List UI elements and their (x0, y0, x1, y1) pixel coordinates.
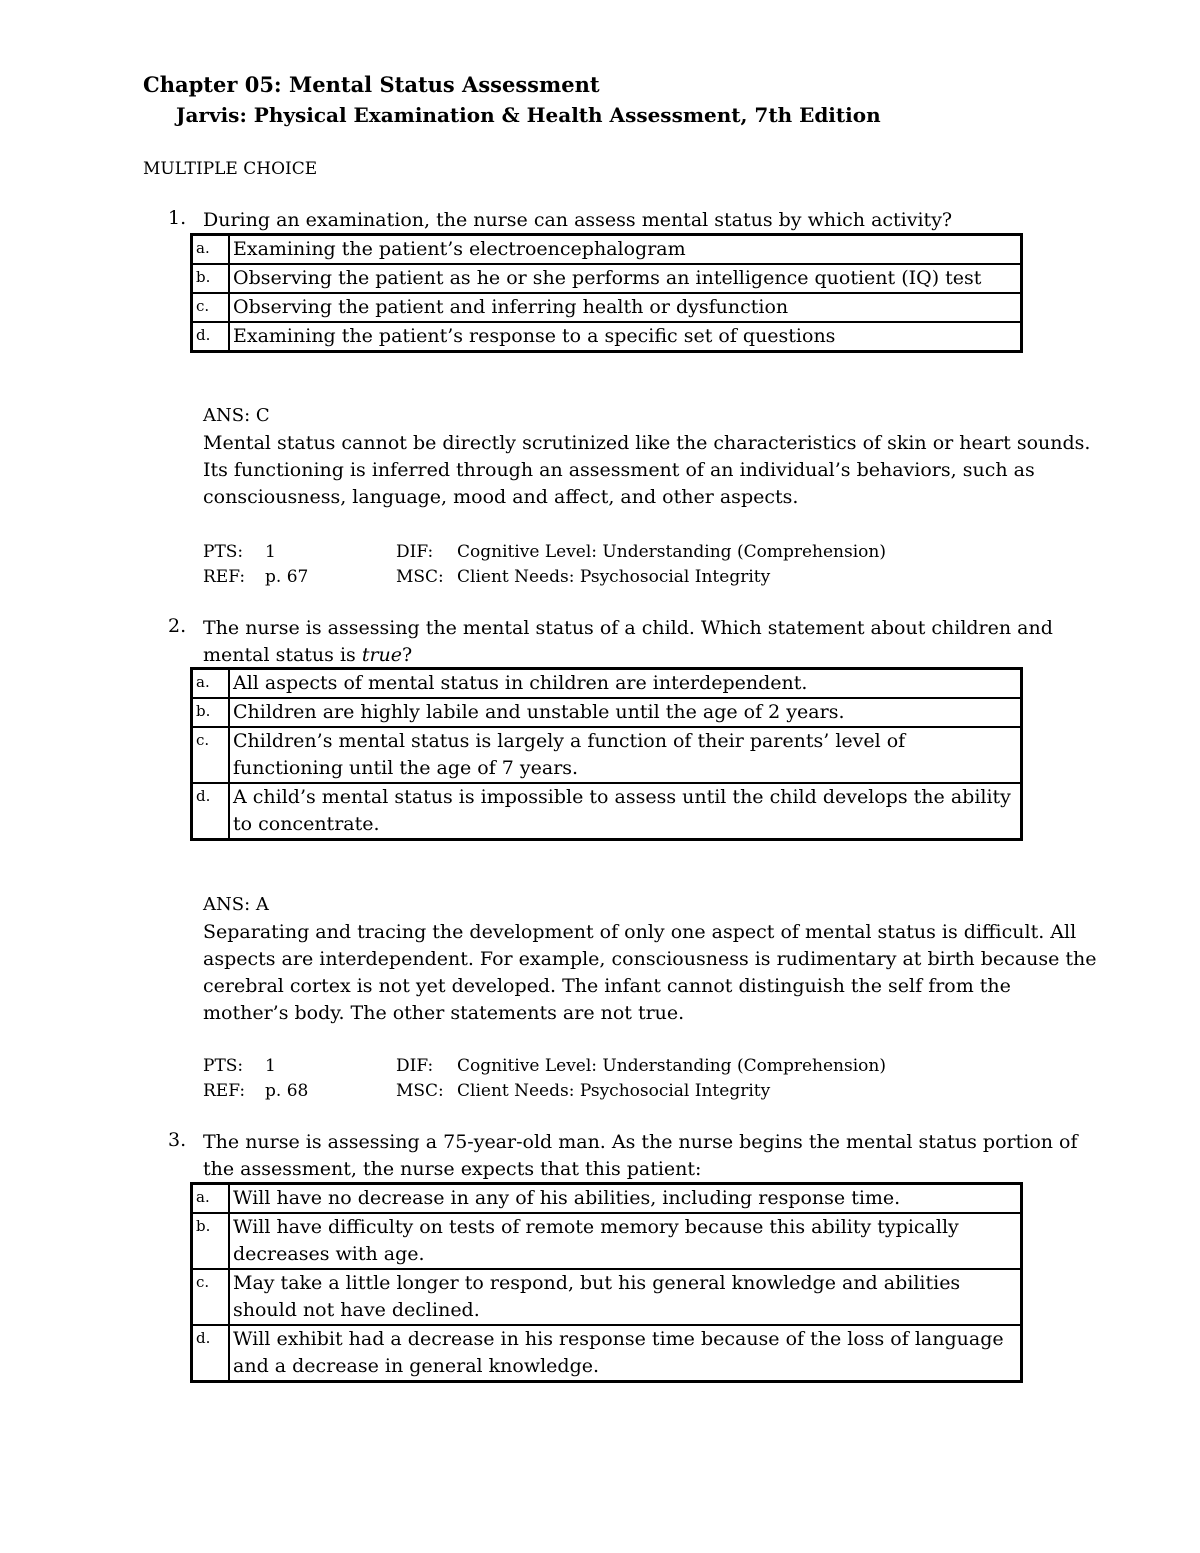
choice-row (192, 1184, 1022, 1214)
choice-letter: b. (192, 264, 230, 293)
msc-label: MSC: (396, 1081, 444, 1101)
pts-label: PTS: (203, 542, 244, 562)
choice-text: Observing the patient as he or she performs an intelligence quotient (IQ) test (229, 264, 1022, 293)
stem-text: The nurse is assessing the mental status of a child. Which statement about children and mental status is (203, 617, 1053, 666)
answer-choices-table (190, 667, 1023, 841)
rationale: Mental status cannot be directly scrutinized like the characteristics of skin or heart sounds. Its functioning is inferred through an assessment of an individual’s behaviors, such as consciousness, language, mood and affect, and other aspects. (203, 432, 1091, 508)
choice-row (192, 235, 1022, 265)
choice-row (192, 322, 1022, 352)
choice-text: Examining the patient’s electroencephalogram (229, 235, 1022, 265)
choice-row (192, 669, 1022, 699)
question-number: 2. (168, 615, 187, 637)
choice-row (192, 264, 1022, 293)
choice-text: Children are highly labile and unstable until the age of 2 years. (229, 698, 1022, 727)
question-stem: During an examination, the nurse can assess mental status by which activity? (203, 209, 953, 231)
choice-text: Observing the patient and inferring health or dysfunction (229, 293, 1022, 322)
question-metadata (203, 1054, 1103, 1104)
choice-letter: d. (192, 322, 230, 352)
ref-value: p. 68 (265, 1081, 309, 1101)
pts-value: 1 (265, 1056, 276, 1076)
dif-label: DIF: (396, 542, 434, 562)
answer-choices-table (190, 1182, 1023, 1383)
choice-row (192, 1325, 1022, 1382)
answer-key: ANS: A (203, 894, 269, 915)
choice-text: Examining the patient’s response to a specific set of questions (229, 322, 1022, 352)
choice-row (192, 1213, 1022, 1269)
choice-letter: c. (192, 293, 230, 322)
msc-value: Client Needs: Psychosocial Integrity (457, 567, 771, 587)
dif-value: Cognitive Level: Understanding (Comprehension) (457, 542, 886, 562)
choice-letter: d. (192, 1325, 230, 1382)
choice-letter: a. (192, 235, 230, 265)
choice-row (192, 783, 1022, 840)
question-stem (203, 615, 1098, 669)
choice-row (192, 293, 1022, 322)
stem-end: ? (402, 644, 413, 666)
choice-text: Will exhibit had a decrease in his response time because of the loss of language and a decrease in general knowledge. (229, 1325, 1022, 1382)
rationale: Separating and tracing the development of only one aspect of mental status is difficult. All aspects are interdependent. For example, consciousness is rudimentary at birth because the cerebral cortex is not yet developed. The infant cannot distinguish the self from the mother’s body. The other statements are not true. (203, 921, 1097, 1024)
choice-letter: c. (192, 1269, 230, 1325)
choice-text: All aspects of mental status in children are interdependent. (229, 669, 1022, 699)
choice-text: A child’s mental status is impossible to assess until the child develops the ability to concentrate. (229, 783, 1022, 840)
choice-letter: c. (192, 727, 230, 783)
chapter-title: Chapter 05: Mental Status Assessment (143, 72, 600, 97)
ref-label: REF: (203, 1081, 246, 1101)
msc-label: MSC: (396, 567, 444, 587)
question-stem: The nurse is assessing a 75-year-old man. As the nurse begins the mental status portion of the assessment, the nurse expects that this patient: (203, 1131, 1078, 1180)
choice-letter: a. (192, 669, 230, 699)
answer-key: ANS: C (203, 405, 270, 426)
choice-letter: b. (192, 1213, 230, 1269)
choice-text: Will have no decrease in any of his abilities, including response time. (229, 1184, 1022, 1214)
choice-letter: d. (192, 783, 230, 840)
dif-label: DIF: (396, 1056, 434, 1076)
msc-value: Client Needs: Psychosocial Integrity (457, 1081, 771, 1101)
choice-text: Will have difficulty on tests of remote memory because this ability typically decreases with age. (229, 1213, 1022, 1269)
dif-value: Cognitive Level: Understanding (Comprehension) (457, 1056, 886, 1076)
question-number: 1. (168, 207, 187, 229)
choice-text: Children’s mental status is largely a function of their parents’ level of functioning until the age of 7 years. (229, 727, 1022, 783)
book-title: Jarvis: Physical Examination & Health Assessment, 7th Edition (176, 103, 881, 127)
stem-emphasis: true (361, 644, 403, 666)
choice-row (192, 698, 1022, 727)
choice-text: May take a little longer to respond, but his general knowledge and abilities should not have declined. (229, 1269, 1022, 1325)
choice-row (192, 1269, 1022, 1325)
choice-row (192, 727, 1022, 783)
pts-value: 1 (265, 542, 276, 562)
pts-label: PTS: (203, 1056, 244, 1076)
choice-letter: a. (192, 1184, 230, 1214)
section-heading: MULTIPLE CHOICE (143, 159, 318, 179)
ref-label: REF: (203, 567, 246, 587)
ref-value: p. 67 (265, 567, 309, 587)
choice-letter: b. (192, 698, 230, 727)
answer-choices-table (190, 233, 1023, 353)
question-number: 3. (168, 1129, 187, 1151)
question-metadata (203, 540, 1103, 590)
